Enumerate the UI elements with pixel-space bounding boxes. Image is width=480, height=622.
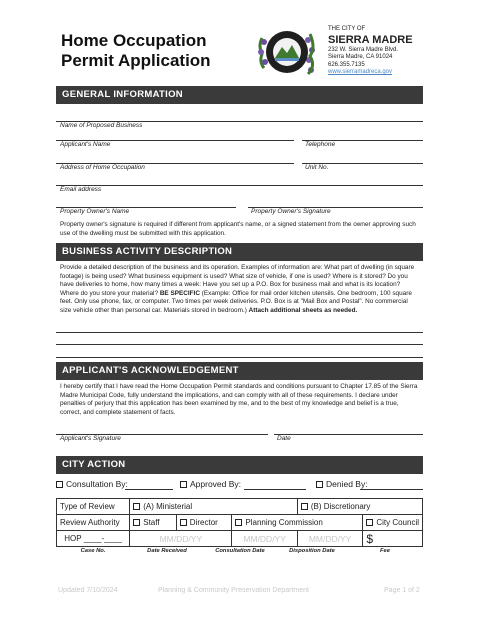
col-label-date-received: Date Received bbox=[147, 548, 187, 554]
planning-commission-checkbox[interactable] bbox=[235, 519, 242, 526]
section-acknowledgement: APPLICANT'S ACKNOWLEDGEMENT bbox=[56, 362, 423, 380]
city-prefix: THE CITY OF bbox=[328, 26, 366, 32]
owner-signature-label: Property Owner's Signature bbox=[251, 208, 331, 215]
city-council-checkbox[interactable] bbox=[366, 519, 373, 526]
city-contact-block bbox=[328, 26, 413, 77]
table-row-values bbox=[57, 531, 423, 547]
city-address: 232 W. Sierra Madre Blvd. bbox=[328, 46, 399, 53]
date-received-placeholder: MM/DD/YY bbox=[159, 533, 203, 544]
date-label: Date bbox=[277, 435, 291, 442]
denied-checkbox[interactable] bbox=[316, 481, 323, 488]
city-seal-logo bbox=[256, 24, 318, 80]
consultation-checkbox-group[interactable] bbox=[56, 479, 128, 489]
title-line-2: Permit Application bbox=[61, 51, 211, 70]
staff-checkbox[interactable] bbox=[133, 519, 140, 526]
description-part-a: Provide a detailed description of the business and its operation. Examples of information are: What part of dwelling (in square footage) is being used? What business equipment is used? What size of vehicle, if one is used? Where is it stored? Do you have deliveries to home, how many times a week: Have you set up a P.O. Box for business mail and what is its location? Where do you store your material? bbox=[60, 264, 415, 297]
discretionary-label: (B) Discretionary bbox=[310, 502, 371, 511]
title-line-1: Home Occupation bbox=[61, 31, 207, 50]
footer-department: Planning & Community Preservation Department bbox=[158, 587, 309, 594]
director-label: Director bbox=[189, 518, 218, 527]
description-part-b: (Example: Office for mail order kitchen utensils. One bedroom, 100 square feet. Only use phone, fax, or computer. Two times per week deliveries. P.O. Box is at "Mail Box and Postal". No commercial size vehicle other than personal car. Materials stored in bedroom.) bbox=[60, 289, 412, 314]
dollar-sign: $ bbox=[366, 531, 373, 546]
disposition-date-placeholder: MM/DD/YY bbox=[308, 533, 352, 544]
review-authority-label: Review Authority bbox=[57, 515, 130, 531]
approved-label: Approved By: bbox=[190, 479, 242, 489]
col-label-consultation-date: Consultation Date bbox=[215, 548, 265, 554]
denied-line[interactable] bbox=[360, 489, 423, 490]
director-cell[interactable] bbox=[176, 515, 232, 531]
address-label: Address of Home Occupation bbox=[60, 164, 145, 171]
date-received-field[interactable] bbox=[130, 531, 232, 547]
denied-checkbox-group[interactable] bbox=[316, 479, 368, 489]
denied-label: Denied By: bbox=[326, 479, 368, 489]
date-line[interactable] bbox=[274, 434, 423, 435]
email-line[interactable] bbox=[56, 185, 423, 186]
email-label: Email address bbox=[60, 186, 102, 193]
col-label-case-no: Case No. bbox=[80, 548, 106, 554]
telephone-label: Telephone bbox=[305, 141, 336, 148]
approved-checkbox-group[interactable] bbox=[180, 479, 241, 489]
ministerial-checkbox[interactable] bbox=[133, 503, 140, 510]
city-council-cell[interactable] bbox=[363, 515, 423, 531]
city-action-table bbox=[56, 498, 423, 547]
staff-cell[interactable] bbox=[130, 515, 177, 531]
description-line-3[interactable] bbox=[56, 357, 423, 358]
consultation-date-placeholder: MM/DD/YY bbox=[243, 533, 286, 544]
col-label-disposition-date: Disposition Date bbox=[289, 548, 335, 554]
footer-updated: Updated 7/10/2024 bbox=[58, 587, 118, 594]
form-title bbox=[61, 31, 211, 71]
business-description-text bbox=[60, 264, 420, 316]
type-of-review-label: Type of Review bbox=[57, 499, 130, 515]
discretionary-checkbox[interactable] bbox=[301, 503, 308, 510]
case-no-field[interactable]: HOP ____-____ bbox=[57, 531, 130, 547]
planning-commission-cell[interactable] bbox=[232, 515, 363, 531]
business-name-label: Name of Proposed Business bbox=[60, 122, 143, 129]
consultation-checkbox[interactable] bbox=[56, 481, 63, 488]
planning-commission-label: Planning Commission bbox=[245, 518, 323, 527]
city-phone: 626.355.7135 bbox=[328, 61, 365, 68]
director-checkbox[interactable] bbox=[180, 519, 187, 526]
city-website-link[interactable]: www.sierramadreca.gov bbox=[328, 69, 393, 75]
owner-name-label: Property Owner's Name bbox=[60, 208, 130, 215]
description-line-2[interactable] bbox=[56, 344, 423, 345]
be-specific-text: BE SPECIFIC bbox=[159, 289, 200, 297]
description-line-1[interactable] bbox=[56, 332, 423, 333]
consultation-date-field[interactable] bbox=[232, 531, 297, 547]
table-row-review-authority bbox=[57, 515, 423, 531]
fee-field[interactable] bbox=[363, 531, 423, 547]
unit-label: Unit No. bbox=[305, 164, 329, 171]
attach-sheets-text: Attach additional sheets as needed. bbox=[248, 306, 358, 314]
applicant-name-label: Applicant's Name bbox=[60, 141, 111, 148]
section-city-action: CITY ACTION bbox=[56, 456, 423, 474]
section-business-activity: BUSINESS ACTIVITY DESCRIPTION bbox=[56, 243, 423, 261]
col-label-fee: Fee bbox=[380, 548, 390, 554]
consultation-line[interactable] bbox=[125, 489, 173, 490]
discretionary-cell[interactable] bbox=[297, 499, 422, 515]
staff-label: Staff bbox=[143, 518, 160, 527]
disposition-date-field[interactable] bbox=[297, 531, 362, 547]
footer-page-number: Page 1 of 2 bbox=[384, 587, 420, 594]
city-name: SIERRA MADRE bbox=[328, 33, 413, 46]
ministerial-cell[interactable] bbox=[130, 499, 298, 515]
consultation-label: Consultation By: bbox=[66, 479, 128, 489]
table-row-type-of-review bbox=[57, 499, 423, 515]
owner-signature-note: Property owner's signature is required if different from applicant's name, or a signed statement from the owner approving such use of the dwelling must be submitted with this application. bbox=[60, 221, 416, 237]
city-state: Sierra Madre, CA 91024 bbox=[328, 54, 393, 60]
ministerial-label: (A) Ministerial bbox=[143, 502, 193, 511]
acknowledgement-text: I hereby certify that I have read the Home Occupation Permit standards and conditions pursuant to Chapter 17.85 of the Sierra Madre Municipal Code, fully understand the implications, and can comply with all of these requirements. I declare under penalties of perjury that this application has been examined by me, and to the best of my knowledge and belief is a true, correct, and complete statement of facts. bbox=[60, 383, 418, 416]
applicant-signature-label: Applicant's Signature bbox=[60, 435, 121, 442]
section-general-information: GENERAL INFORMATION bbox=[56, 86, 423, 104]
approved-checkbox[interactable] bbox=[180, 481, 187, 488]
approved-line[interactable] bbox=[244, 489, 306, 490]
city-council-label: City Council bbox=[376, 518, 419, 527]
